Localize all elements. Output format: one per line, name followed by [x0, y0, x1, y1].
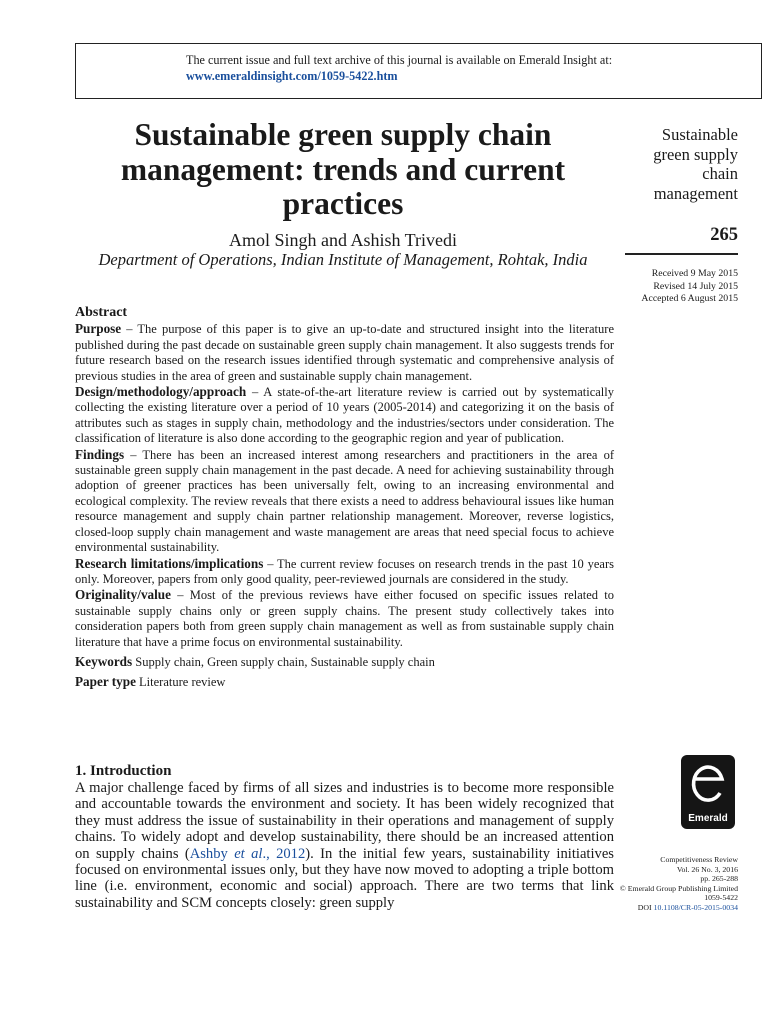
- section-label: Findings: [75, 446, 125, 462]
- running-title-line: green supply: [653, 144, 738, 164]
- section-text: – The current review focuses on research trends in the past 10 years only. Moreover, papers from only good quality, peer-reviewed journals are considered in the study.: [75, 556, 614, 586]
- section-text: – Most of the previous reviews have either focused on specific issues related to sustainable supply chains only or green supply chains. The present study collectively takes into consideration papers both from green supply chain management as well as from sustainable supply chain literature that have a prime focus on environmental sustainability.: [75, 588, 614, 649]
- citation-author: Ashby: [189, 845, 235, 862]
- issn: 1059-5422: [704, 893, 738, 903]
- article-authors: Amol Singh and Ashish Trivedi: [228, 230, 458, 250]
- section-text: – There has been an increased interest among researchers and practitioners in the area of sustainable green supply chain management in the past decade. A need for achieving sustainability through adoption of greener practices has been universally felt, owing to an increasing environmental and ecological complexity. The review reveals that there exists a need to address behavioural issues like human resource management and supply chain partner relationship management. Moreover, reverse logistics, closed-loop supply chain management and waste management are areas that need special focus to achieve environmental sustainability.: [75, 447, 614, 555]
- doi-link[interactable]: 10.1108/CR-05-2015-0034: [653, 902, 738, 912]
- section-label: Purpose: [75, 321, 122, 337]
- journal-pages: pp. 265-288: [700, 874, 738, 884]
- page-number: 265: [710, 225, 738, 245]
- citation-etal: et al: [234, 845, 263, 862]
- paper-type-label: Paper type: [75, 674, 136, 690]
- intro-text: A major challenge faced by firms of all sizes and industries is to become more responsible and accountable towards the environment and society. It has been widely recognized that they must address the issue of sustainability in their operations and management of supply chains. To widely adopt and develop sustainability, there should be an increased attention on supply chains (: [75, 780, 614, 862]
- abstract-originality: [75, 587, 614, 650]
- copyright: © Emerald Group Publishing Limited: [619, 883, 738, 893]
- abstract-limitations: [75, 556, 614, 588]
- emerald-e-icon: [687, 760, 729, 810]
- emerald-logo: [681, 755, 735, 829]
- citation-year: ., 2012: [262, 845, 306, 862]
- running-title-line: chain: [702, 164, 738, 183]
- revised-date: Revised 14 July 2015: [653, 280, 738, 292]
- section-text: – A state-of-the-art literature review is carried out by systematically collecting the existing literature over a period of 10 years (2005-2014) and categorizing it on the basis of attributes such as stages in supply chain, methodology and the industries/sectors under consideration. The classification of literature is also done according to the geographic region and year of publication.: [75, 385, 614, 446]
- abstract-heading: Abstract: [75, 305, 128, 320]
- section-text: – The purpose of this paper is to give an up-to-date and structured insight into the literature published during the past decade on sustainable green supply chain management. It also suggests trends for future research based on the research issues identified through systematic and comprehensive analysis of previous studies in the area of green and sustainable supply chain management.: [75, 322, 614, 383]
- submission-dates: [600, 268, 738, 306]
- abstract-design: [75, 384, 614, 447]
- journal-volume: Vol. 26 No. 3, 2016: [676, 864, 738, 874]
- journal-url-link[interactable]: www.emeraldinsight.com/1059-5422.htm: [186, 69, 398, 83]
- abstract-purpose: [75, 321, 614, 384]
- paper-type-text: Literature review: [139, 675, 226, 690]
- keywords-label: Keywords: [75, 653, 133, 669]
- introduction-body: [75, 780, 614, 911]
- access-notice-text: The current issue and full text archive of this journal is available on Emerald Insight at:: [186, 53, 613, 67]
- section-label: Research limitations/implications: [75, 555, 264, 571]
- emerald-logo-text: Emerald: [688, 813, 728, 824]
- access-notice-box: [75, 43, 762, 99]
- journal-metadata: [600, 855, 738, 913]
- running-title-line: Sustainable: [661, 125, 738, 144]
- doi-label: DOI: [637, 902, 652, 912]
- introduction-heading: 1. Introduction: [75, 763, 172, 779]
- sidebar-divider: [625, 253, 738, 255]
- keywords: [75, 654, 614, 670]
- received-date: Received 9 May 2015: [651, 268, 738, 279]
- intro-text: ). In the initial few years, sustainability initiatives focused on environmental issues only, but they have now moved to adopting a triple bottom line (i.e. environment, economic and social) approach. There are two terms that link sustainability and SCM concepts closely: green supply: [75, 845, 614, 911]
- keywords-text: Supply chain, Green supply chain, Sustainable supply chain: [135, 654, 435, 669]
- citation-link[interactable]: [190, 846, 306, 862]
- section-label: Originality/value: [75, 587, 171, 603]
- paper-type: [75, 674, 614, 690]
- running-title-line: management: [653, 183, 738, 203]
- doi: [600, 903, 738, 913]
- running-title: [620, 125, 738, 203]
- abstract-section: [75, 305, 614, 691]
- abstract-findings: [75, 447, 614, 556]
- section-label: Design/methodology/approach: [75, 384, 247, 400]
- accepted-date: Accepted 6 August 2015: [641, 293, 738, 304]
- journal-name: Competitiveness Review: [660, 855, 738, 864]
- author-affiliation: Department of Operations, Indian Institute of Management, Rohtak, India: [98, 250, 588, 269]
- article-title: Sustainable green supply chain management: trends and current practices: [120, 117, 566, 221]
